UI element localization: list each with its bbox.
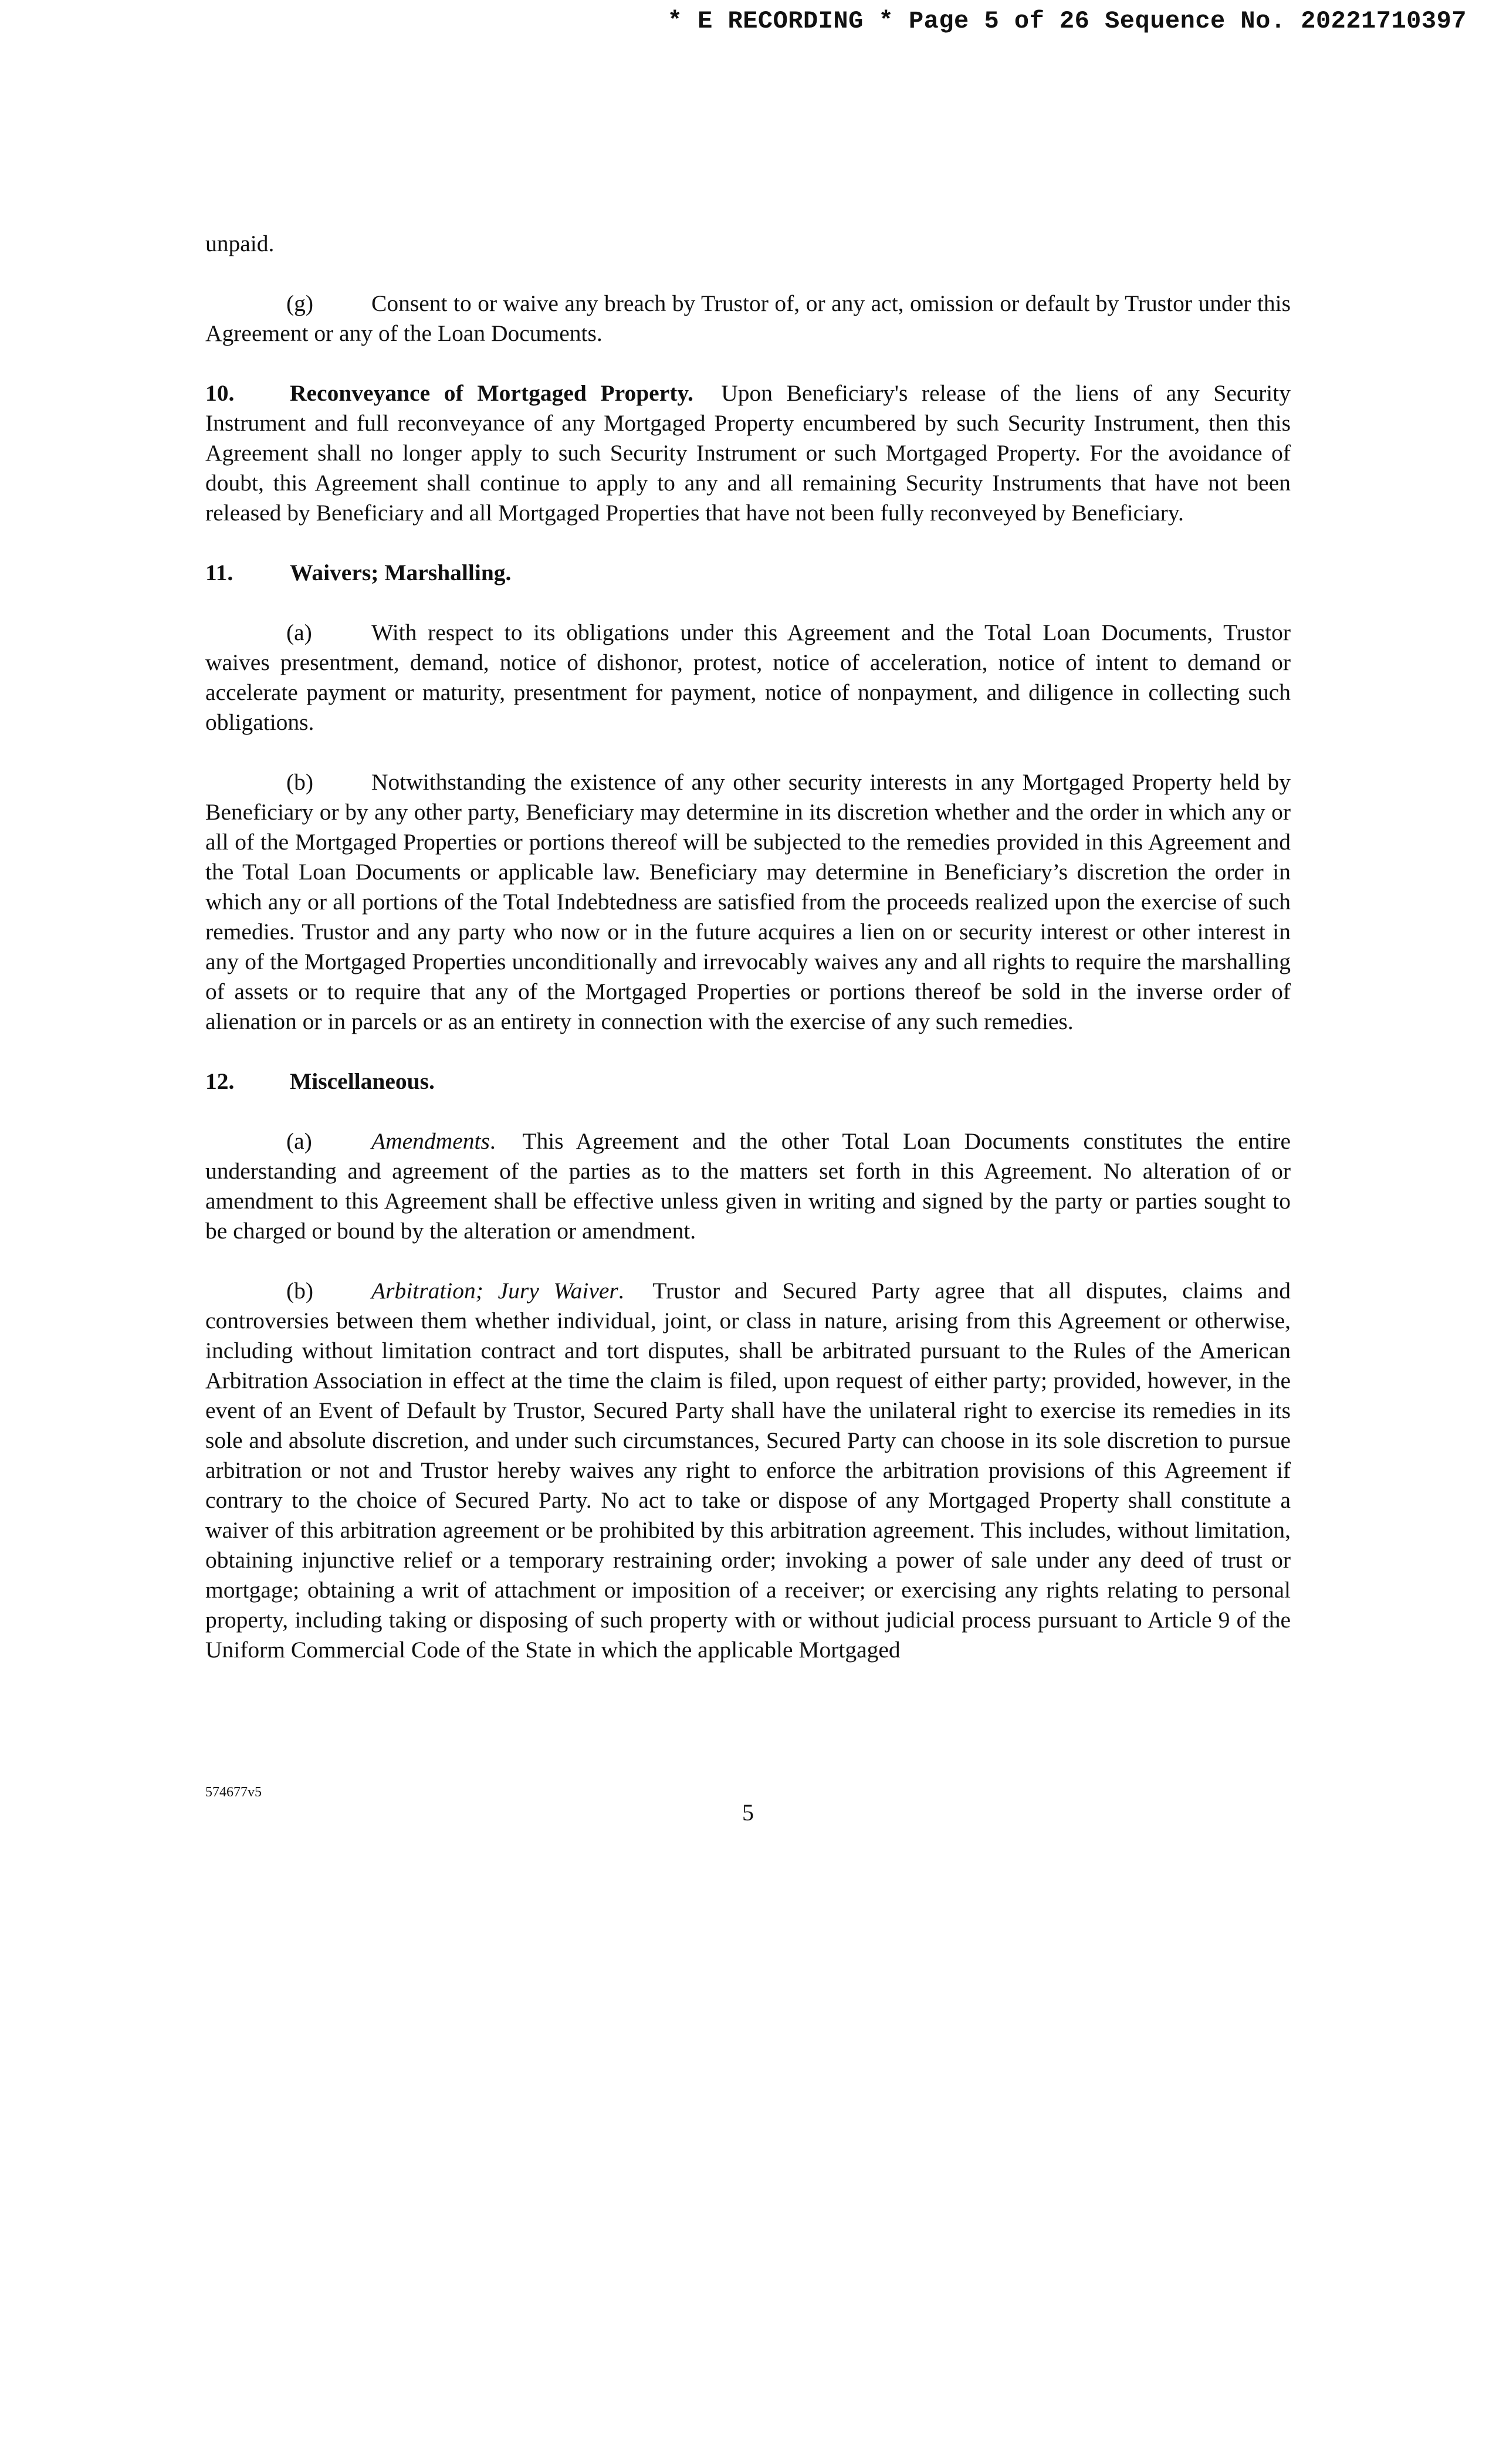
section-11-number: 11. — [205, 560, 233, 585]
section-11a-text: With respect to its obligations under this Agreement and the Total Loan Documents, Trustor waives presentment, demand, notice of dishonor, protest, notice of acceleration, notice of intent to demand or accelerate payment or maturity, presentment for payment, notice of nonpayment, and diligence in collecting such obligations. — [205, 620, 1291, 735]
recording-stamp: * E RECORDING * Page 5 of 26 Sequence No. 20221710397 — [667, 7, 1467, 35]
section-11a-label: (a) — [286, 620, 312, 645]
section-12-title: Miscellaneous. — [290, 1068, 435, 1094]
page-number: 5 — [742, 1799, 754, 1826]
section-12a-text: This Agreement and the other Total Loan Documents constitutes the entire understanding and agreement of the parties as to the matters set forth in this Agreement. No alteration of or amendment to this Agreement shall be effective unless given in writing and signed by the party or parties sought to be charged or bound by the alteration or amendment. — [205, 1128, 1291, 1244]
section-10-number: 10. — [205, 380, 235, 406]
section-10-paragraph — [205, 378, 1291, 528]
section-11-heading — [205, 558, 1291, 588]
section-10-title: Reconveyance of Mortgaged Property. — [290, 380, 693, 406]
section-10-text: Upon Beneficiary's release of the liens of any Security Instrument and full reconveyance of any Mortgaged Property encumbered by such Security Instrument, then this Agreement shall no longer apply to such Security Instrument or such Mortgaged Property. For the avoidance of doubt, this Agreement shall continue to apply to any and all remaining Security Instruments that have not been released by Beneficiary and all Mortgaged Properties that have not been fully reconveyed by Beneficiary. — [205, 380, 1291, 526]
section-12a-label: (a) — [286, 1128, 312, 1154]
section-12-number: 12. — [205, 1068, 235, 1094]
section-12a-title: Amendments — [371, 1128, 490, 1154]
item-g-paragraph — [205, 289, 1291, 348]
section-12b-label: (b) — [286, 1278, 314, 1304]
section-12b-text: Trustor and Secured Party agree that all disputes, claims and controversies between them whether individual, joint, or class in nature, arising from this Agreement or otherwise, including without limitation contract and tort disputes, shall be arbitrated pursuant to the Rules of the American Arbitration Association in effect at the time the claim is filed, upon request of either party; provided, however, in the event of an Event of Default by Trustor, Secured Party shall have the unilateral right to exercise its remedies in its sole and absolute discretion, and under such circumstances, Secured Party can choose in its sole discretion to pursue arbitration or not and Trustor hereby waives any right to enforce the arbitration provisions of this Agreement if contrary to the choice of Secured Party. No act to take or dispose of any Mortgaged Property shall constitute a waiver of this arbitration agreement or be prohibited by this arbitration agreement. This includes, without limitation, obtaining injunctive relief or a temporary restraining order; invoking a power of sale under any deed of trust or mortgage; obtaining a writ of attachment or imposition of a receiver; or exercising any rights relating to personal property, including taking or disposing of such property with or without judicial process pursuant to Article 9 of the Uniform Commercial Code of the State in which the applicable Mortgaged — [205, 1278, 1291, 1663]
section-11b-paragraph — [205, 767, 1291, 1037]
section-12a-paragraph: (a) Amendments. This Agreement and the other Total Loan Documents constitutes the entire understanding and agreement of the parties as to the matters set forth in this Agreement. No alteration of or amendment to this Agreement shall be effective unless given in writing and signed by the party or parties sought to be charged or bound by the alteration or amendment. — [205, 1126, 1291, 1246]
item-g-text: Consent to or waive any breach by Trustor of, or any act, omission or default by Trustor under this Agreement or any of the Loan Documents. — [205, 290, 1291, 346]
section-12-heading — [205, 1067, 1291, 1096]
document-id: 574677v5 — [205, 1785, 262, 1800]
item-g-label: (g) — [286, 290, 314, 316]
document-body — [205, 229, 1291, 1665]
section-11b-text: Notwithstanding the existence of any other security interests in any Mortgaged Property held by Beneficiary or by any other party, Beneficiary may determine in its discretion whether and the order in which any or all of the Mortgaged Properties or portions thereof will be subjected to the remedies provided in this Agreement and the Total Loan Documents or applicable law. Beneficiary may determine in Beneficiary’s discretion the order in which any or all portions of the Total Indebtedness are satisfied from the proceeds realized upon the exercise of such remedies. Trustor and any party who now or in the future acquires a lien on or security interest or other interest in any of the Mortgaged Properties unconditionally and irrevocably waives any and all rights to require the marshalling of assets or to require that any of the Mortgaged Properties or portions thereof be sold in the inverse order of alienation or in parcels or as an entirety in connection with the exercise of any such remedies. — [205, 769, 1291, 1034]
section-11a-paragraph — [205, 618, 1291, 737]
section-12b-paragraph: (b) Arbitration; Jury Waiver. Trustor and Secured Party agree that all disputes, claims and controversies between them whether individual, joint, or class in nature, arising from this Agreement or otherwise, including without limitation contract and tort disputes, shall be arbitrated pursuant to the Rules of the American Arbitration Association in effect at the time the claim is filed, upon request of either party; provided, however, in the event of an Event of Default by Trustor, Secured Party shall have the unilateral right to exercise its remedies in its sole and absolute discretion, and under such circumstances, Secured Party can choose in its sole discretion to pursue arbitration or not and Trustor hereby waives any right to enforce the arbitration provisions of this Agreement if contrary to the choice of Secured Party. No act to take or dispose of any Mortgaged Property shall constitute a waiver of this arbitration agreement or be prohibited by this arbitration agreement. This includes, without limitation, obtaining injunctive relief or a temporary restraining order; invoking a power of sale under any deed of trust or mortgage; obtaining a writ of attachment or imposition of a receiver; or exercising any rights relating to personal property, including taking or disposing of such property with or without judicial process pursuant to Article 9 of the Uniform Commercial Code of the State in which the applicable Mortgaged — [205, 1276, 1291, 1665]
section-11b-label: (b) — [286, 769, 314, 795]
carryover-text: unpaid. — [205, 231, 275, 256]
section-12b-title: Arbitration; Jury Waiver — [371, 1278, 618, 1304]
section-11-title: Waivers; Marshalling. — [290, 560, 512, 585]
